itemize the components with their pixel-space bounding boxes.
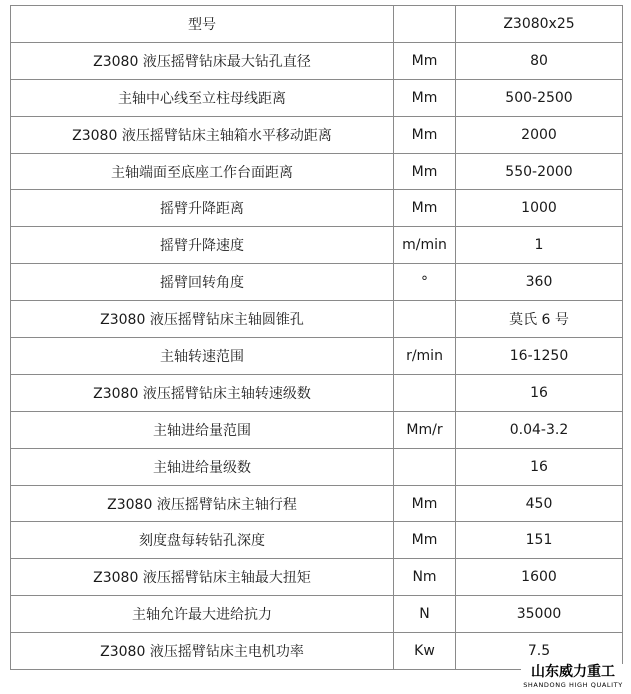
unit-cell: Mm bbox=[394, 190, 456, 227]
param-cell: Z3080 液压摇臂钻床最大钻孔直径 bbox=[11, 42, 394, 79]
table-row bbox=[11, 264, 623, 301]
param-cell: 主轴转速范围 bbox=[11, 338, 394, 375]
unit-cell bbox=[394, 301, 456, 338]
spec-table-body bbox=[11, 6, 623, 670]
table-row bbox=[11, 522, 623, 559]
table-row bbox=[11, 190, 623, 227]
value-cell: 1 bbox=[456, 227, 623, 264]
value-cell: 35000 bbox=[456, 596, 623, 633]
unit-cell bbox=[394, 374, 456, 411]
unit-cell: Mm bbox=[394, 42, 456, 79]
unit-cell: Mm/r bbox=[394, 411, 456, 448]
param-cell: Z3080 液压摇臂钻床主轴最大扭矩 bbox=[11, 559, 394, 596]
value-cell: 500-2500 bbox=[456, 79, 623, 116]
table-row bbox=[11, 42, 623, 79]
value-cell: 360 bbox=[456, 264, 623, 301]
table-row bbox=[11, 374, 623, 411]
table-row bbox=[11, 485, 623, 522]
param-cell: 主轴中心线至立柱母线距离 bbox=[11, 79, 394, 116]
param-cell: 摇臂升降距离 bbox=[11, 190, 394, 227]
value-cell: 80 bbox=[456, 42, 623, 79]
table-row bbox=[11, 448, 623, 485]
param-cell: 主轴端面至底座工作台面距离 bbox=[11, 153, 394, 190]
watermark-logo bbox=[521, 664, 625, 692]
value-cell: 450 bbox=[456, 485, 623, 522]
unit-cell: N bbox=[394, 596, 456, 633]
value-cell: 151 bbox=[456, 522, 623, 559]
model-label-cell: 型号 bbox=[11, 6, 394, 43]
value-cell: 16 bbox=[456, 374, 623, 411]
value-cell: 16 bbox=[456, 448, 623, 485]
model-value-cell: Z3080x25 bbox=[456, 6, 623, 43]
unit-cell: Mm bbox=[394, 79, 456, 116]
unit-cell: Kw bbox=[394, 633, 456, 670]
unit-cell: Mm bbox=[394, 522, 456, 559]
table-row bbox=[11, 596, 623, 633]
unit-cell: Mm bbox=[394, 116, 456, 153]
unit-cell: r/min bbox=[394, 338, 456, 375]
param-cell: 主轴进给量范围 bbox=[11, 411, 394, 448]
unit-cell: ° bbox=[394, 264, 456, 301]
value-cell: 0.04-3.2 bbox=[456, 411, 623, 448]
param-cell: 摇臂回转角度 bbox=[11, 264, 394, 301]
param-cell: 摇臂升降速度 bbox=[11, 227, 394, 264]
param-cell: 刻度盘每转钻孔深度 bbox=[11, 522, 394, 559]
param-cell: Z3080 液压摇臂钻床主轴箱水平移动距离 bbox=[11, 116, 394, 153]
param-cell: Z3080 液压摇臂钻床主轴圆锥孔 bbox=[11, 301, 394, 338]
value-cell: 1000 bbox=[456, 190, 623, 227]
param-cell: Z3080 液压摇臂钻床主电机功率 bbox=[11, 633, 394, 670]
table-row bbox=[11, 301, 623, 338]
spec-table bbox=[10, 5, 623, 670]
unit-cell: m/min bbox=[394, 227, 456, 264]
value-cell: 7.5 bbox=[456, 633, 623, 670]
table-header-row bbox=[11, 6, 623, 43]
table-row bbox=[11, 559, 623, 596]
table-row bbox=[11, 411, 623, 448]
unit-cell bbox=[394, 448, 456, 485]
table-row bbox=[11, 153, 623, 190]
table-row bbox=[11, 227, 623, 264]
table-row bbox=[11, 79, 623, 116]
table-row bbox=[11, 338, 623, 375]
unit-cell: Nm bbox=[394, 559, 456, 596]
param-cell: Z3080 液压摇臂钻床主轴行程 bbox=[11, 485, 394, 522]
param-cell: 主轴允许最大进给抗力 bbox=[11, 596, 394, 633]
value-cell: 莫氏 6 号 bbox=[456, 301, 623, 338]
watermark-name: 山东威力重工 bbox=[531, 664, 615, 680]
unit-cell: Mm bbox=[394, 153, 456, 190]
value-cell: 2000 bbox=[456, 116, 623, 153]
value-cell: 16-1250 bbox=[456, 338, 623, 375]
unit-cell: Mm bbox=[394, 485, 456, 522]
param-cell: 主轴进给量级数 bbox=[11, 448, 394, 485]
param-cell: Z3080 液压摇臂钻床主轴转速级数 bbox=[11, 374, 394, 411]
watermark-tagline: SHANDONG HIGH QUALITY bbox=[523, 681, 623, 689]
value-cell: 550-2000 bbox=[456, 153, 623, 190]
value-cell: 1600 bbox=[456, 559, 623, 596]
unit-header-cell bbox=[394, 6, 456, 43]
table-row bbox=[11, 116, 623, 153]
